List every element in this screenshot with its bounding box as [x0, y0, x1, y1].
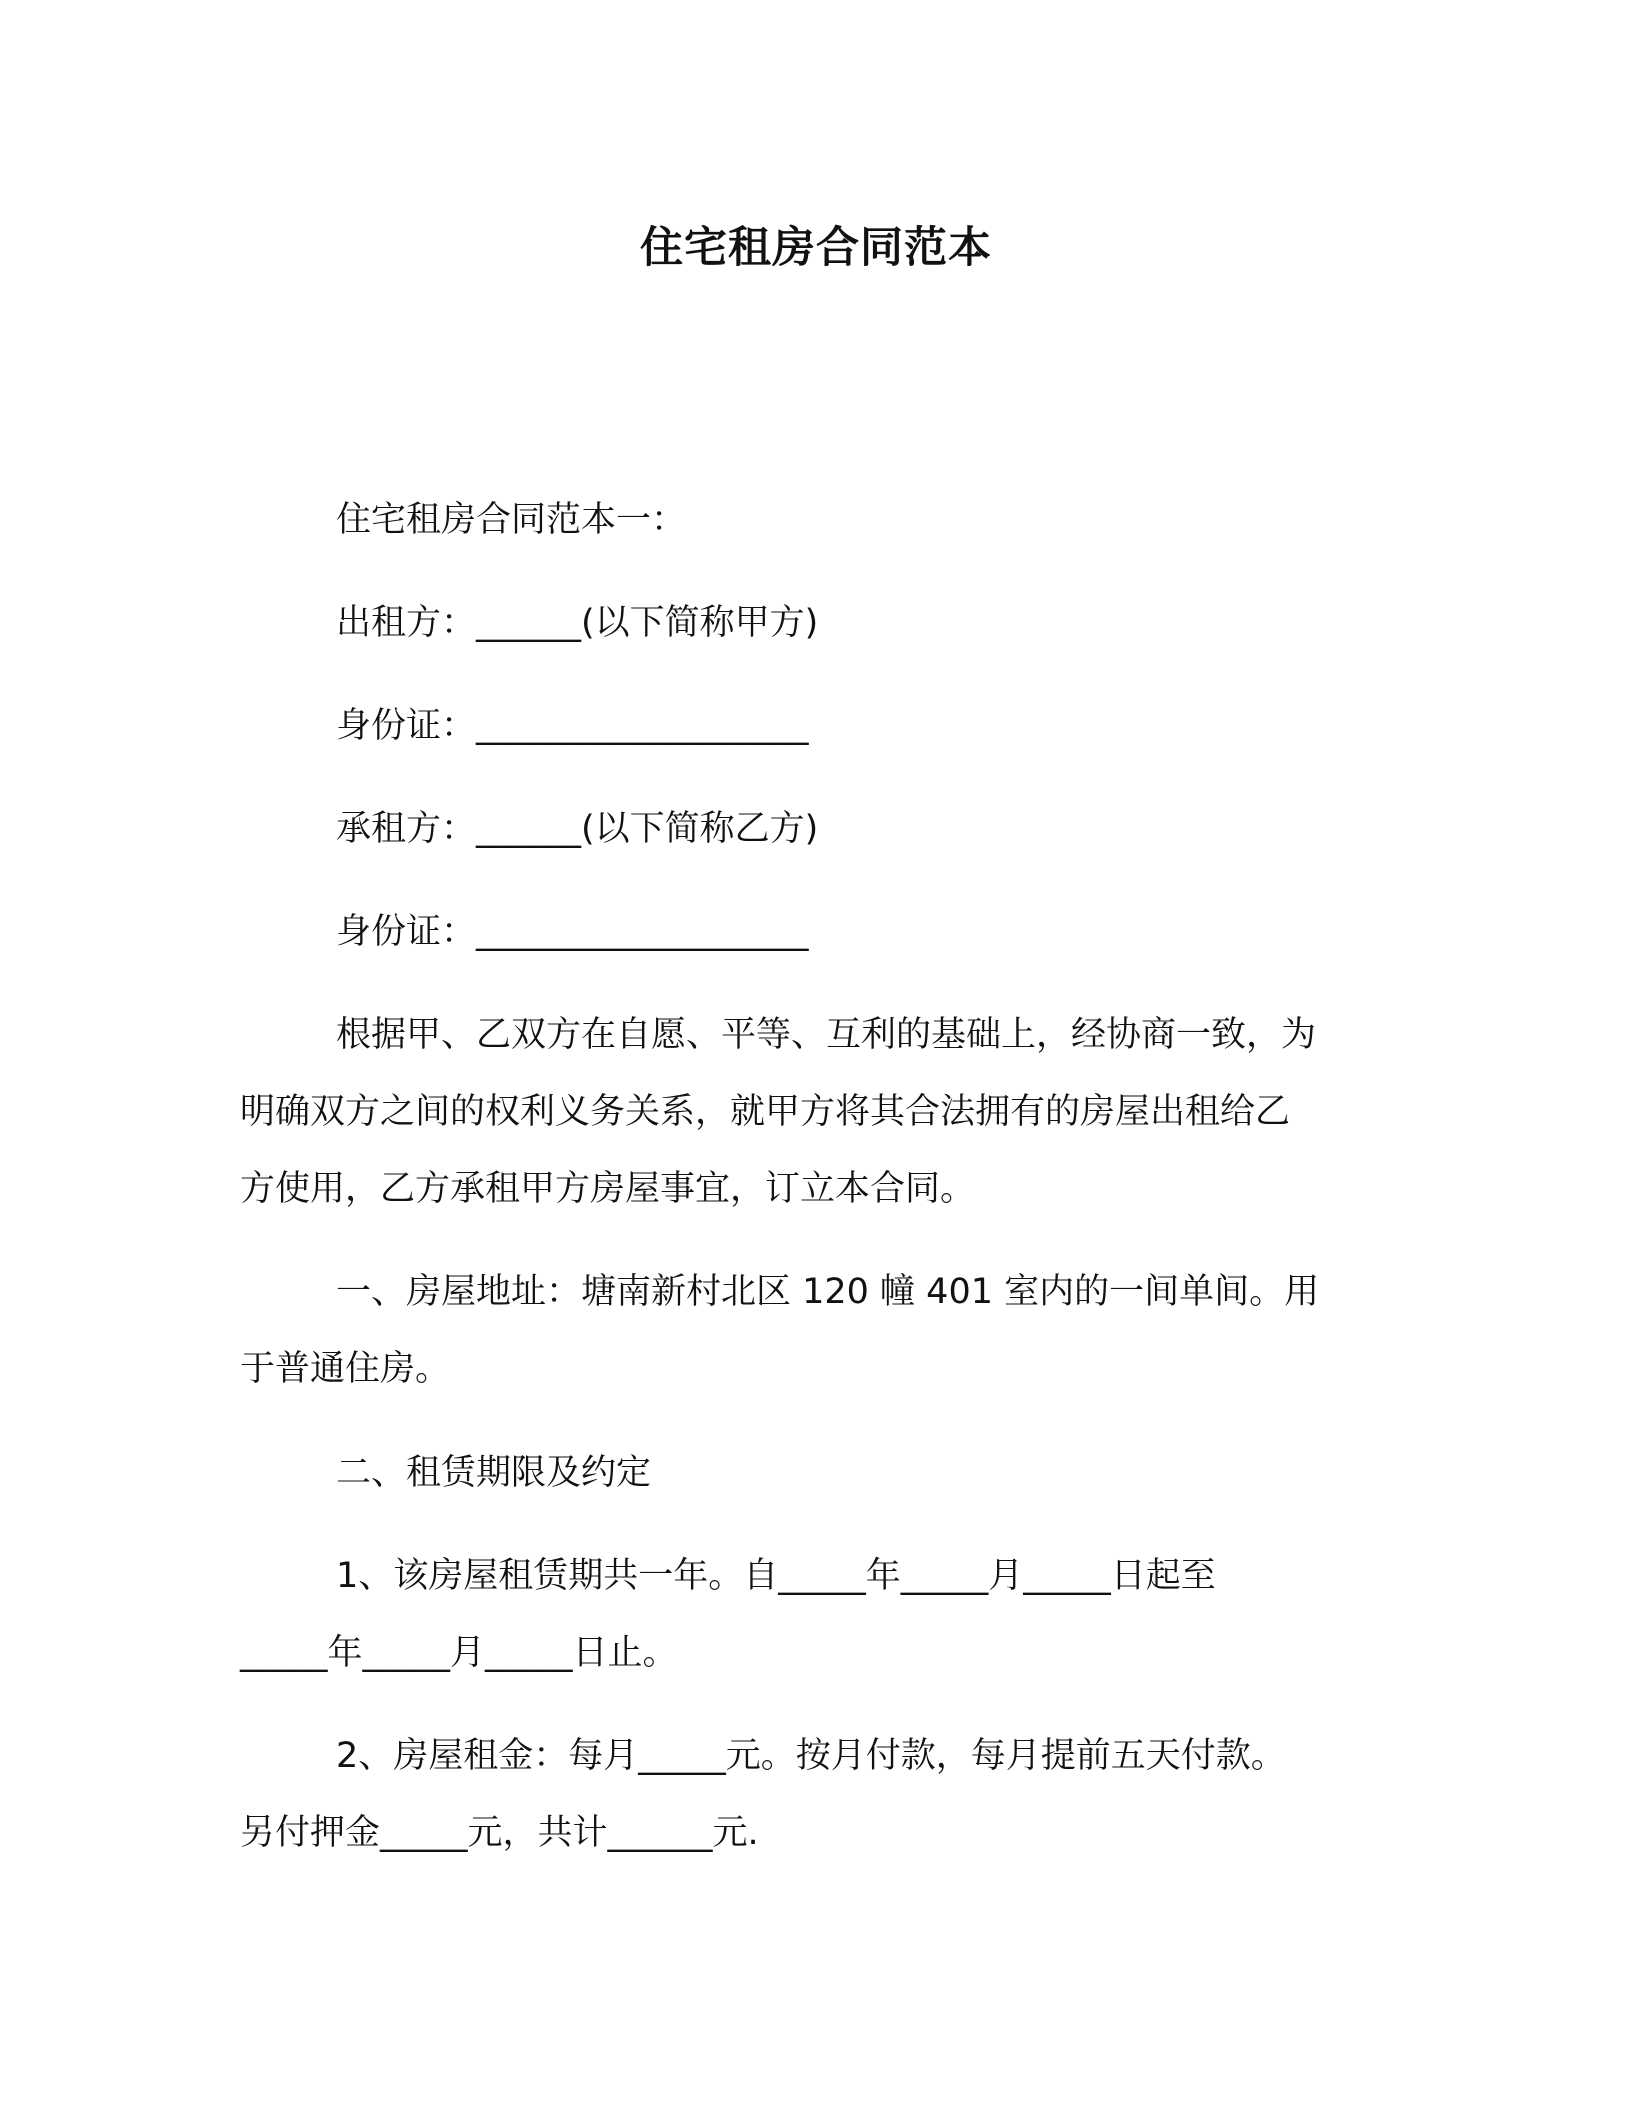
lessor-line: 出租方：______(以下简称甲方)	[336, 603, 819, 643]
lessor-id-line: 身份证：___________________	[336, 706, 809, 746]
clause-2-1-line-1: 1、该房屋租赁期共一年。自_____年_____月_____日起至	[336, 1556, 1216, 1596]
lessee-line: 承租方：______(以下简称乙方)	[336, 809, 819, 849]
section-heading: 住宅租房合同范本一：	[336, 500, 687, 540]
preamble-line-3: 方使用，乙方承租甲方房屋事宜，订立本合同。	[240, 1169, 976, 1209]
clause-2-2-line-1: 2、房屋租金：每月_____元。按月付款，每月提前五天付款。	[336, 1736, 1286, 1776]
clause-1-line-1: 一、房屋地址：塘南新村北区 120 幢 401 室内的一间单间。用	[336, 1272, 1320, 1312]
document-title: 住宅租房合同范本	[640, 223, 992, 273]
clause-1-line-2: 于普通住房。	[240, 1349, 451, 1389]
preamble-line-2: 明确双方之间的权利义务关系，就甲方将其合法拥有的房屋出租给乙	[240, 1092, 1291, 1132]
clause-2-2-line-2: 另付押金_____元，共计______元.	[240, 1813, 759, 1853]
clause-2-heading: 二、租赁期限及约定	[336, 1453, 652, 1493]
lessee-id-line: 身份证：___________________	[336, 912, 809, 952]
preamble-line-1: 根据甲、乙双方在自愿、平等、互利的基础上，经协商一致，为	[336, 1015, 1317, 1055]
clause-2-1-line-2: _____年_____月_____日止。	[240, 1633, 678, 1673]
